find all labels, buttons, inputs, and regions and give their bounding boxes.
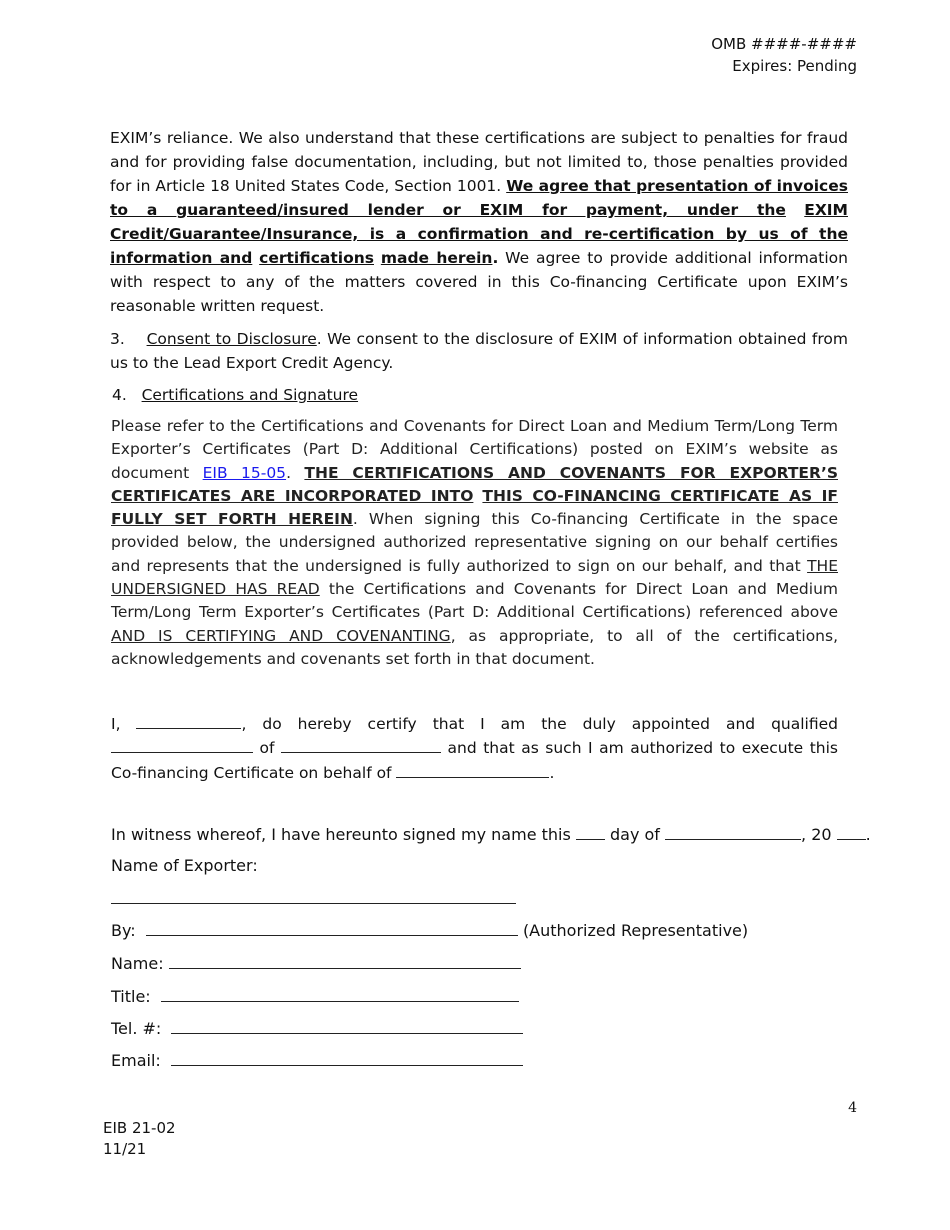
form-number: EIB 21-02 — [103, 1119, 176, 1137]
section-4-title — [112, 383, 850, 407]
certify-paragraph — [111, 712, 838, 785]
section-3-number: 3. — [110, 330, 125, 348]
omb-number: OMB ####-#### — [711, 35, 857, 53]
telephone-row — [111, 1017, 523, 1040]
authorized-representative-label: (Authorized Representative) — [522, 921, 749, 940]
certify-text-2: , do hereby certify that I am the duly appointed and qualified — [241, 715, 838, 733]
form-header — [711, 33, 857, 77]
eib-15-05-link[interactable]: EIB 15-05 — [202, 463, 287, 482]
reliance-text-1: EXIM’s reliance. We also understand that these certifications are subject to penalties for fraud and for providing false documentation, including, but not limited to, those penalties provided for in Article 18 United States Code, Section 1001. — [110, 129, 848, 195]
section-4-heading: Certifications and Signature — [141, 386, 359, 404]
witness-text-3: , 20 — [801, 825, 837, 844]
officer-title-blank[interactable] — [111, 736, 253, 753]
month-blank[interactable] — [665, 823, 801, 840]
title-row — [111, 985, 519, 1008]
reliance-bold-3: certifications — [259, 249, 374, 267]
behalf-of-blank[interactable] — [396, 761, 549, 778]
cert-bold-2: THIS CO-FINANCING CERTIFICATE AS IF FULLY SET FORTH HEREIN — [111, 486, 838, 529]
title-label: Title: — [111, 987, 151, 1006]
email-label: Email: — [111, 1051, 161, 1070]
page-number: 4 — [848, 1100, 857, 1116]
form-footer — [103, 1118, 176, 1160]
certifications-paragraph — [111, 415, 838, 671]
reliance-text-2: We agree to provide additional information with respect to any of the matters covered in this Co-financing Certificate upon EXIM’s reasonable written request. — [110, 249, 848, 315]
witness-text-1: In witness whereof, I have hereunto signed my name this — [111, 825, 576, 844]
cert-text-2: . — [286, 463, 305, 482]
title-blank[interactable] — [161, 985, 519, 1002]
officer-name-blank[interactable] — [136, 712, 241, 729]
witness-text-4: . — [865, 825, 871, 844]
section-3-text: . We consent to the disclosure of EXIM of information obtained from us to the Lead Export Credit Agency. — [110, 330, 848, 372]
year-blank[interactable] — [837, 823, 866, 840]
certify-text-1: I, — [111, 715, 137, 733]
signature-blank[interactable] — [146, 919, 518, 936]
section-4-number: 4. — [112, 386, 127, 404]
by-label: By: — [111, 921, 136, 940]
exporter-name-row — [111, 887, 516, 910]
telephone-blank[interactable] — [171, 1017, 523, 1034]
certify-text-5: . — [549, 763, 555, 782]
witness-text-2: day of — [604, 825, 666, 844]
cert-text-5: , as appropriate, to all of the certifications, acknowledgements and covenants set forth in that document. — [111, 626, 839, 668]
reliance-bold-2: EXIM Credit/Guarantee/Insurance, is a confirmation and re-certification by us of the information and — [110, 201, 848, 267]
name-label: Name: — [111, 954, 164, 973]
by-row — [111, 919, 748, 942]
email-row — [111, 1049, 523, 1072]
cert-text-4: the Certifications and Covenants for Direct Loan and Medium Term/Long Term Exporter’s Certificates (Part D: Additional Certifications) referenced above — [111, 580, 838, 622]
reliance-bold-1: We agree that presentation of invoices to a guaranteed/insured lender or EXIM for payment, under the — [110, 177, 848, 219]
section-3-consent — [110, 327, 848, 375]
witness-line — [111, 823, 871, 846]
expiration-date: Expires: Pending — [732, 57, 857, 75]
email-blank[interactable] — [171, 1049, 523, 1066]
exporter-name-blank[interactable] — [111, 887, 516, 904]
cert-text-1: Please refer to the Certifications and Covenants for Direct Loan and Medium Term/Long Term Exporter’s Certificates (Part D: Additional Certifications) posted on EXIM’s website as document — [111, 417, 838, 482]
reliance-bold-4: made herein — [380, 249, 493, 267]
company-name-blank[interactable] — [281, 736, 441, 753]
day-blank[interactable] — [576, 823, 605, 840]
name-row — [111, 952, 521, 975]
cert-text-3: . When signing this Co-financing Certificate in the space provided below, the undersigned authorized representative signing on our behalf certifies and represents that the undersigned is fully authorized to sign on our behalf, and that — [111, 510, 838, 575]
cert-bold-1: THE CERTIFICATIONS AND COVENANTS FOR EXPORTER’S CERTIFICATES ARE INCORPORATED INTO — [111, 463, 839, 505]
cert-underline-1: THE UNDERSIGNED HAS READ — [111, 556, 838, 599]
certify-text-4: and that as such I am authorized to execute this Co-financing Certificate on behalf of — [111, 739, 839, 782]
reliance-bold-period: . — [492, 249, 499, 267]
telephone-label: Tel. #: — [111, 1019, 162, 1038]
reliance-paragraph — [110, 126, 848, 318]
section-3-heading: Consent to Disclosure — [146, 330, 317, 348]
cert-underline-2: AND IS CERTIFYING AND COVENANTING — [111, 626, 451, 645]
certify-text-3: of — [259, 739, 281, 758]
form-date: 11/21 — [103, 1140, 147, 1158]
exporter-name-label: Name of Exporter: — [111, 856, 258, 875]
name-blank[interactable] — [169, 952, 521, 969]
